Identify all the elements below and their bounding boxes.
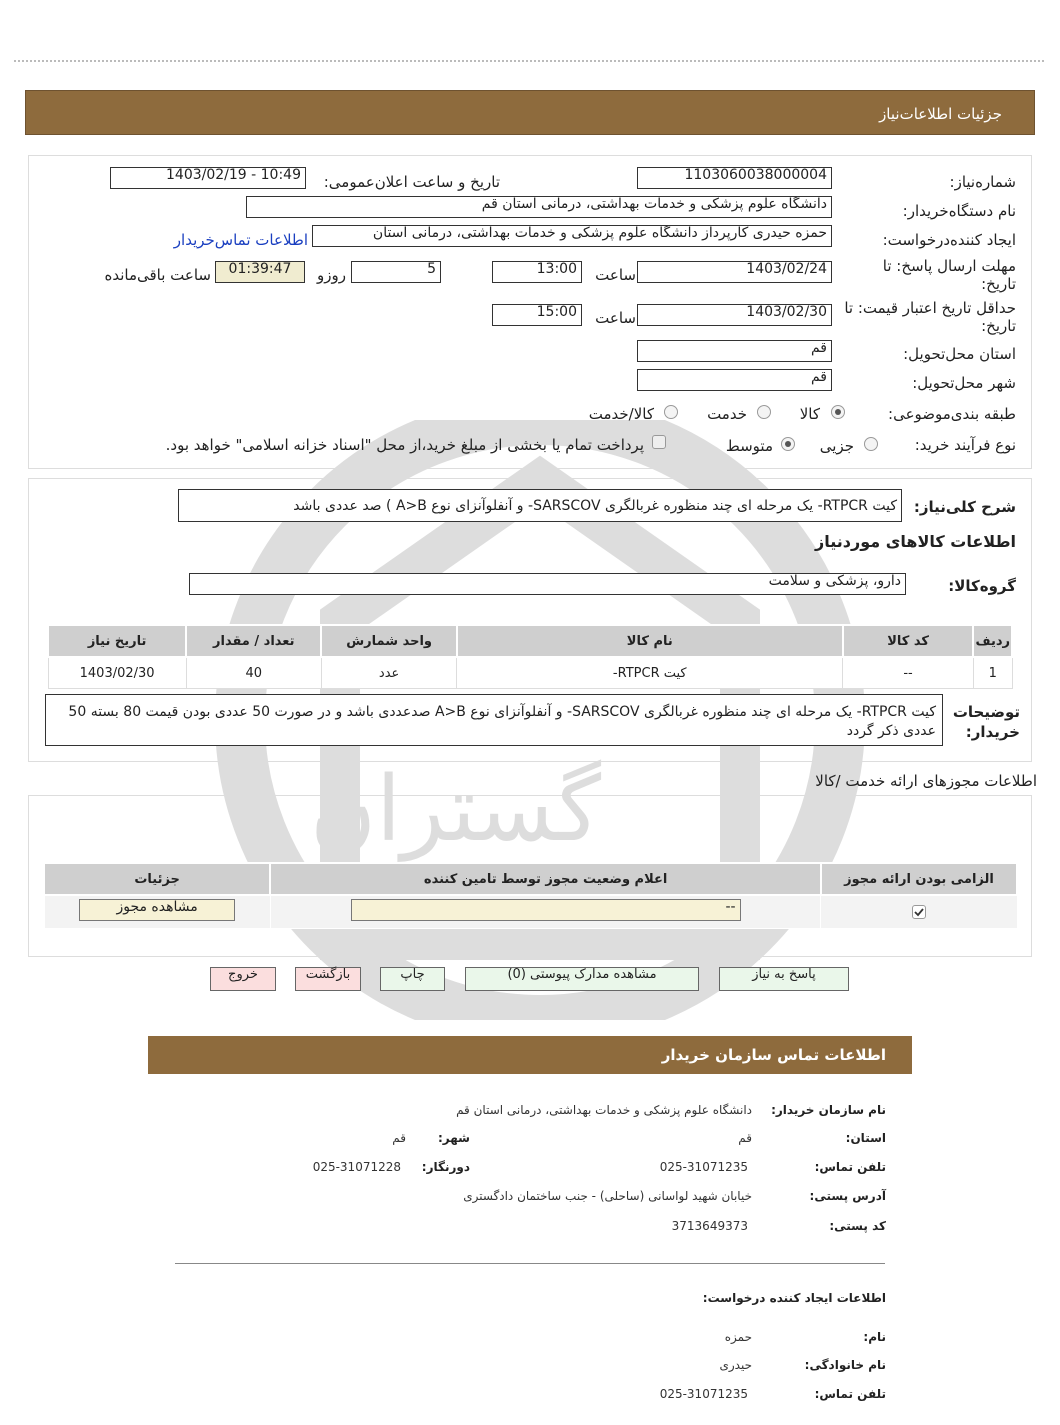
col-details: جزئیات <box>44 863 270 895</box>
treasury-payment-checkbox[interactable] <box>652 435 666 449</box>
contact-province-label: استان: <box>845 1131 886 1145</box>
category-label: طبقه بندی‌موضوعی: <box>888 405 1016 423</box>
buyer-notes-field: کیت RTPCR- یک مرحله ای چند منظوره غربالگری SARSCOV- و آنفلوآنزای نوع A>B صدعددی باشد و در صورت 50 عددی بودن قیمت 80 بسته 50 عددی ذکر گردد <box>45 694 943 746</box>
process-radio-medium[interactable] <box>781 437 795 451</box>
city-label: شهر محل‌تحویل: <box>912 374 1016 392</box>
cell-name: کیت RTPCR- <box>457 657 843 689</box>
process-option-medium: متوسط <box>725 437 773 455</box>
attachments-button[interactable]: مشاهده مدارک پیوستی (0) <box>465 967 699 991</box>
watermark-text: گستران <box>310 757 602 862</box>
days-field: 5 <box>351 261 441 283</box>
check-icon <box>913 906 925 918</box>
page-header <box>25 90 1035 135</box>
province-field: قم <box>637 340 832 362</box>
creator-label: ایجاد کننده‌درخواست: <box>882 231 1016 249</box>
creator-info-title: اطلاعات ایجاد کننده درخواست: <box>702 1291 886 1305</box>
cell-date: 1403/02/30 <box>48 657 186 689</box>
contact-city-value: قم <box>392 1131 406 1145</box>
col-row: ردیف <box>973 625 1012 657</box>
reply-time-label: ساعت <box>595 266 636 284</box>
view-permit-button[interactable]: مشاهده مجوز <box>79 899 235 921</box>
col-required: الزامی بودن ارائه مجوز <box>821 863 1017 895</box>
col-name: نام کالا <box>457 625 843 657</box>
contact-header <box>148 1036 912 1074</box>
cell-code: -- <box>843 657 974 689</box>
buyer-contact-link[interactable]: اطلاعات تماس‌خریدار <box>173 231 308 249</box>
creator-phone-label: تلفن تماس: <box>814 1387 886 1401</box>
reply-date-field: 1403/02/24 <box>637 261 832 283</box>
contact-title: اطلاعات تماس سازمان خریدار <box>661 1046 886 1064</box>
contact-province-value: قم <box>738 1131 752 1145</box>
goods-table <box>47 624 1013 689</box>
col-qty: تعداد / مقدار <box>186 625 321 657</box>
creator-phone-value: 025-31071235 <box>659 1387 748 1401</box>
page-title: جزئیات اطلاعات‌نیاز <box>879 105 1002 123</box>
creator-last-name-value: حیدری <box>719 1358 752 1372</box>
category-option-goods: کالا <box>799 405 820 423</box>
cell-qty: 40 <box>186 657 321 689</box>
price-valid-date-field: 1403/02/30 <box>637 304 832 326</box>
price-valid-label: حداقل تاریخ اعتبار قیمت: تا تاریخ: <box>844 299 1016 335</box>
creator-first-name-label: نام: <box>863 1330 886 1344</box>
category-radio-service[interactable] <box>757 405 771 419</box>
col-status: اعلام وضعیت مجوز توسط تامین کننده <box>270 863 821 895</box>
contact-fax-label: دورنگار: <box>421 1160 470 1174</box>
category-option-both: کالا/خدمت <box>588 405 654 423</box>
price-valid-time-label: ساعت <box>595 309 636 327</box>
contact-postal-value: 3713649373 <box>671 1219 748 1233</box>
announce-label: تاریخ و ساعت اعلان‌عمومی: <box>323 173 500 191</box>
goods-section-title: اطلاعات کالاهای موردنیاز <box>815 532 1016 551</box>
table-row <box>44 895 1017 929</box>
creator-first-name-value: حمزه <box>724 1330 752 1344</box>
goods-group-label: گروه‌کالا: <box>948 577 1016 595</box>
city-field: قم <box>637 369 832 391</box>
process-option-minor: جزیی <box>819 437 854 455</box>
goods-table-header <box>48 625 1012 657</box>
contact-fax-value: 025-31071228 <box>312 1160 401 1174</box>
contact-phone-label: تلفن تماس: <box>814 1160 886 1174</box>
contact-org-value: دانشگاه علوم پزشکی و خدمات بهداشتی، درمانی استان قم <box>456 1103 752 1117</box>
creator-field: حمزه حیدری کارپرداز دانشگاه علوم پزشکی و خدمات بهداشتی، درمانی استان <box>312 225 832 247</box>
contact-address-label: آدرس پستی: <box>809 1189 886 1203</box>
table-row <box>48 657 1012 689</box>
buyer-org-label: نام دستگاه‌خریدار: <box>902 202 1016 220</box>
cell-row: 1 <box>973 657 1012 689</box>
permits-table-header <box>44 863 1017 895</box>
col-unit: واحد شمارش <box>321 625 457 657</box>
print-button[interactable]: چاپ <box>380 967 445 991</box>
summary-label: شرح کلی‌نیاز: <box>913 498 1016 516</box>
buyer-notes-label: توضیحات خریدار: <box>952 703 1020 741</box>
contact-org-label: نام سازمان خریدار: <box>771 1103 886 1117</box>
category-option-service: خدمت <box>707 405 747 423</box>
contact-postal-label: کد پستی: <box>829 1219 886 1233</box>
cell-unit: عدد <box>321 657 457 689</box>
col-date: تاریخ نیاز <box>48 625 186 657</box>
category-radio-both[interactable] <box>664 405 678 419</box>
treasury-payment-note: پرداخت تمام یا بخشی از مبلغ خرید،از محل "اسناد خزانه اسلامی" خواهد بود. <box>165 436 644 454</box>
reply-deadline-label: مهلت ارسال پاسخ: تا تاریخ: <box>882 257 1016 293</box>
back-button[interactable]: بازگشت <box>295 967 361 991</box>
contact-city-label: شهر: <box>438 1131 470 1145</box>
province-label: استان محل‌تحویل: <box>903 345 1016 363</box>
cell-status <box>270 895 821 929</box>
process-label: نوع فرآیند خرید: <box>914 436 1016 454</box>
permits-table <box>43 862 1018 929</box>
days-label: روزو <box>317 266 346 284</box>
remaining-timer: 01:39:47 <box>215 261 305 283</box>
top-divider <box>14 60 1044 62</box>
permit-required-checkbox <box>912 905 926 919</box>
category-radio-goods[interactable] <box>831 405 845 419</box>
cell-required <box>821 895 1017 929</box>
need-number-label: شماره‌نیاز: <box>949 173 1016 191</box>
reply-button[interactable]: پاسخ به نیاز <box>719 967 849 991</box>
reply-time-field: 13:00 <box>492 261 582 283</box>
exit-button[interactable]: خروج <box>210 967 276 991</box>
contact-phone-value: 025-31071235 <box>659 1160 748 1174</box>
buyer-org-field: دانشگاه علوم پزشکی و خدمات بهداشتی، درمانی استان قم <box>246 196 832 218</box>
goods-group-field: دارو، پزشکی و سلامت <box>189 573 906 595</box>
col-code: کد کالا <box>843 625 974 657</box>
creator-last-name-label: نام خانوادگی: <box>804 1358 886 1372</box>
permit-status-field: -- <box>351 899 741 921</box>
remaining-label: ساعت باقی‌مانده <box>104 266 211 284</box>
process-radio-minor[interactable] <box>864 437 878 451</box>
announce-field: 1403/02/19 - 10:49 <box>110 167 306 189</box>
contact-divider <box>175 1263 885 1264</box>
summary-field: کیت RTPCR- یک مرحله ای چند منظوره غربالگری SARSCOV- و آنفلوآنزای نوع A>B ) صد عددی باشد <box>178 489 902 522</box>
need-number-field: 1103060038000004 <box>637 167 832 189</box>
permits-title: اطلاعات مجوزهای ارائه خدمت /کالا <box>815 772 1037 790</box>
price-valid-time-field: 15:00 <box>492 304 582 326</box>
cell-details <box>44 895 270 929</box>
contact-address-value: خیابان شهید لواسانی (ساحلی) - جنب ساختمان دادگستری <box>463 1189 752 1203</box>
